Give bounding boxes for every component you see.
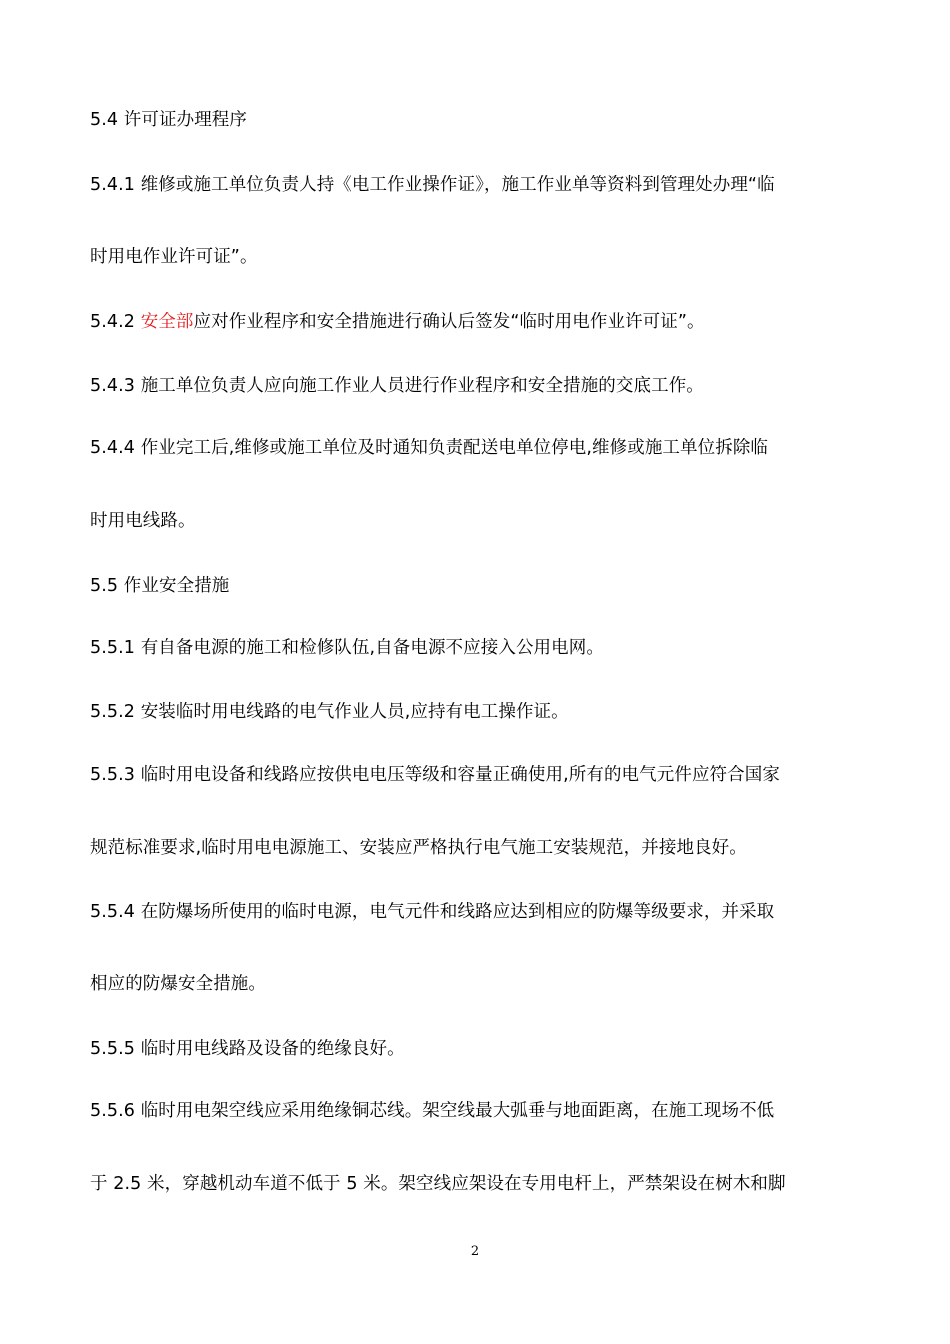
paragraph-5-4-4-line-2: 时用电线路。 bbox=[90, 511, 196, 531]
paragraph-5-5-6-line-1: 5.5.6 临时用电架空线应采用绝缘铜芯线。架空线最大弧垂与地面距离，在施工现场不低 bbox=[90, 1101, 775, 1121]
paragraph-5-4-2 bbox=[90, 310, 860, 334]
paragraph-5-4-1-line-2: 时用电作业许可证”。 bbox=[90, 247, 258, 267]
paragraph-5-4-2-prefix: 5.4.2 bbox=[90, 312, 141, 332]
paragraph-5-5-4-line-1: 5.5.4 在防爆场所使用的临时电源，电气元件和线路应达到相应的防爆等级要求，并采取 bbox=[90, 902, 775, 922]
paragraph-5-4-3: 5.4.3 施工单位负责人应向施工作业人员进行作业程序和安全措施的交底工作。 bbox=[90, 376, 704, 396]
paragraph-5-5-2: 5.5.2 安装临时用电线路的电气作业人员,应持有电工操作证。 bbox=[90, 702, 569, 722]
paragraph-5-5-5: 5.5.5 临时用电线路及设备的绝缘良好。 bbox=[90, 1039, 405, 1059]
paragraph-5-4-2-suffix: 应对作业程序和安全措施进行确认后签发“临时用电作业许可证”。 bbox=[193, 312, 705, 332]
paragraph-5-4-1-line-1: 5.4.1 维修或施工单位负责人持《电工作业操作证》，施工作业单等资料到管理处办理“临 bbox=[90, 175, 775, 195]
paragraph-5-4-4-line-1: 5.4.4 作业完工后,维修或施工单位及时通知负责配送电单位停电,维修或施工单位拆除临 bbox=[90, 438, 769, 458]
paragraph-5-5-6-line-2: 于 2.5 米，穿越机动车道不低于 5 米。架空线应架设在专用电杆上，严禁架设在树木和脚 bbox=[90, 1174, 786, 1194]
paragraph-5-5-3-line-2: 规范标准要求,临时用电电源施工、安装应严格执行电气施工安装规范，并接地良好。 bbox=[90, 838, 747, 858]
page-number: 2 bbox=[470, 1244, 480, 1259]
heading-5-4: 5.4 许可证办理程序 bbox=[90, 110, 247, 130]
safety-department-highlight: 安全部 bbox=[140, 312, 194, 332]
heading-5-5: 5.5 作业安全措施 bbox=[90, 576, 230, 596]
paragraph-5-5-3-line-1: 5.5.3 临时用电设备和线路应按供电电压等级和容量正确使用,所有的电气元件应符合国家 bbox=[90, 765, 780, 785]
paragraph-5-5-4-line-2: 相应的防爆安全措施。 bbox=[90, 974, 266, 994]
paragraph-5-5-1: 5.5.1 有自备电源的施工和检修队伍,自备电源不应接入公用电网。 bbox=[90, 638, 604, 658]
